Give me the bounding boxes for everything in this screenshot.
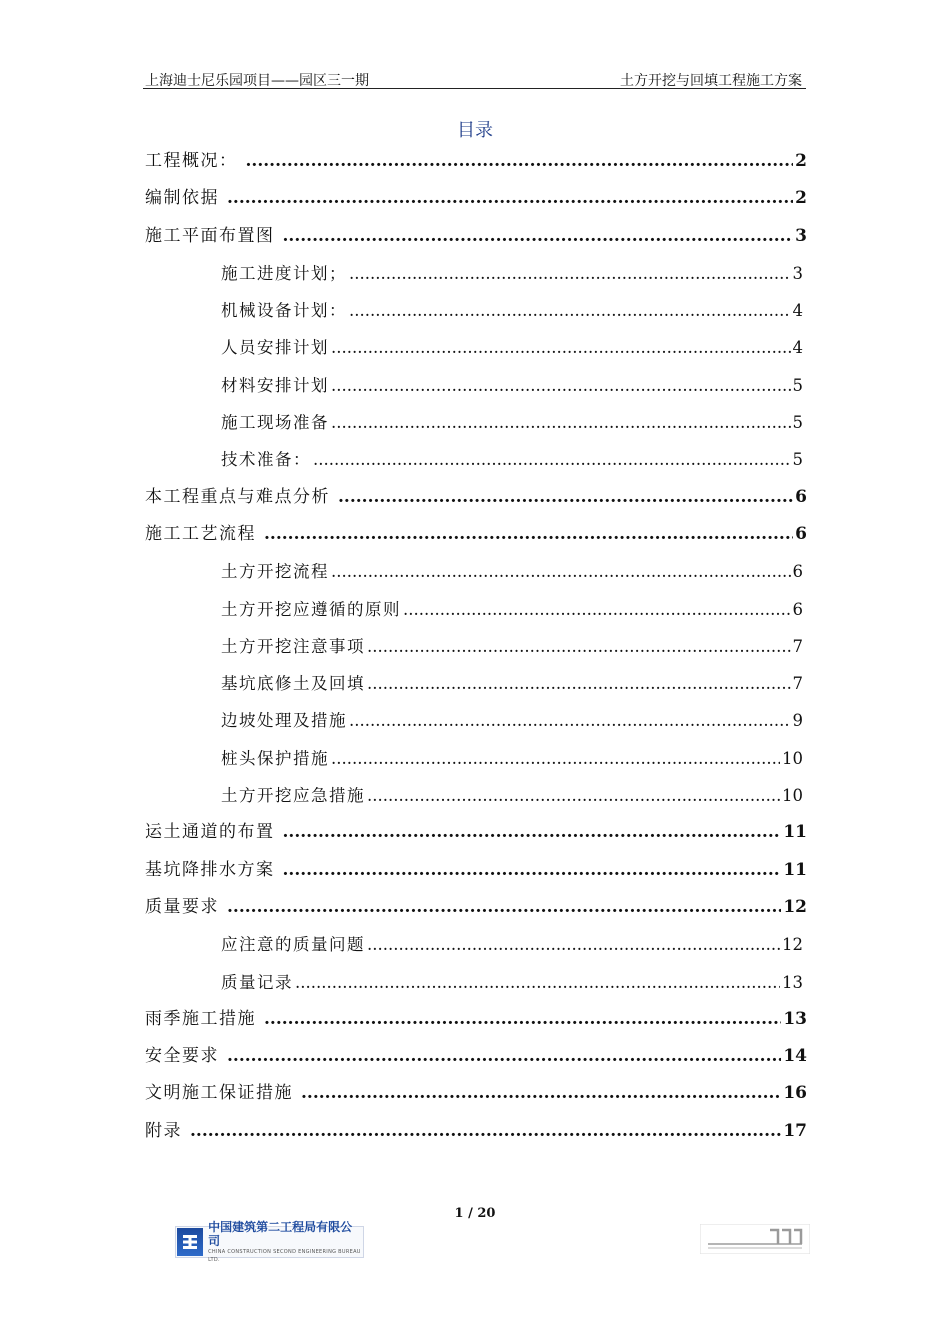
toc-entry[interactable] — [145, 441, 807, 478]
toc-entry[interactable] — [145, 180, 807, 217]
toc-entry-page: 3 — [795, 225, 807, 246]
toc-dot-leader — [367, 628, 791, 665]
toc-dot-leader — [367, 777, 780, 814]
toc-entry-label: 土方开挖应遵循的原则 — [221, 599, 401, 619]
toc-entry-page: 12 — [782, 935, 803, 955]
toc-dot-leader — [367, 926, 780, 963]
toc-dot-leader — [227, 889, 781, 926]
toc-dot-leader — [367, 665, 791, 702]
toc-entry-label: 应注意的质量问题 — [221, 935, 365, 955]
toc-entry[interactable] — [145, 143, 807, 180]
toc-entry-page: 12 — [783, 896, 807, 917]
toc-entry[interactable] — [145, 218, 807, 255]
toc-entry[interactable] — [145, 740, 807, 777]
toc-entry-label: 运土通道的布置 — [145, 822, 275, 843]
toc-entry-label: 桩头保护措施 — [221, 748, 329, 768]
toc-dot-leader — [264, 1001, 781, 1038]
toc-entry-page: 5 — [792, 413, 803, 433]
table-of-contents — [145, 143, 807, 1150]
header-document-title: 土方开挖与回填工程施工方案 — [620, 73, 802, 89]
toc-dot-leader — [301, 1075, 781, 1112]
toc-entry-page: 2 — [795, 151, 807, 171]
toc-entry-label: 人员安排计划 — [221, 338, 329, 358]
company-name-cn: 中国建筑第二工程局有限公司 — [208, 1220, 353, 1248]
toc-entry[interactable] — [145, 777, 807, 814]
toc-entry-page: 7 — [792, 636, 803, 656]
toc-entry-label: 施工工艺流程 — [145, 523, 256, 544]
toc-entry-label: 施工进度计划； — [221, 263, 347, 283]
toc-entry[interactable] — [145, 1075, 807, 1112]
toc-entry-page: 4 — [792, 338, 803, 358]
toc-entry-label: 施工现场准备 — [221, 413, 329, 433]
toc-dot-leader — [338, 479, 793, 516]
toc-entry-label: 安全要求 — [145, 1046, 219, 1067]
toc-dot-leader — [190, 1113, 781, 1150]
company-logo — [175, 1220, 364, 1263]
toc-entry-label: 质量要求 — [145, 896, 219, 917]
toc-entry[interactable] — [145, 479, 807, 516]
toc-dot-leader — [283, 852, 782, 889]
toc-entry-page: 13 — [783, 1008, 807, 1029]
company-name-en: CHINA CONSTRUCTION SECOND ENGINEERING BUREAU LTD. — [208, 1249, 361, 1263]
company-emblem-icon — [177, 1228, 203, 1256]
toc-entry[interactable] — [145, 852, 807, 889]
toc-dot-leader — [349, 702, 791, 739]
toc-entry-page: 13 — [782, 972, 803, 992]
toc-entry[interactable] — [145, 591, 807, 628]
toc-dot-leader — [283, 814, 782, 851]
toc-entry[interactable] — [145, 628, 807, 665]
toc-entry-page: 11 — [783, 859, 807, 880]
toc-entry-label: 边坡处理及措施 — [221, 711, 347, 731]
toc-entry-label: 机械设备计划： — [221, 301, 347, 321]
toc-entry[interactable] — [145, 814, 807, 851]
toc-entry[interactable] — [145, 1113, 807, 1150]
toc-entry-page: 9 — [792, 711, 803, 731]
toc-dot-leader — [227, 180, 793, 217]
toc-entry-page: 5 — [792, 375, 803, 395]
toc-entry-label: 材料安排计划 — [221, 375, 329, 395]
toc-entry[interactable] — [145, 1001, 807, 1038]
toc-dot-leader — [349, 255, 791, 292]
toc-dot-leader — [331, 553, 791, 590]
toc-entry-label: 附录 — [145, 1120, 182, 1141]
toc-dot-leader — [331, 740, 780, 777]
toc-entry-page: 2 — [795, 188, 807, 209]
toc-entry-label: 土方开挖注意事项 — [221, 636, 365, 656]
toc-entry-page: 7 — [792, 674, 803, 694]
toc-entry-label: 本工程重点与难点分析 — [145, 486, 330, 507]
toc-entry-label: 技术准备： — [221, 450, 311, 470]
toc-dot-leader — [313, 441, 791, 478]
toc-entry[interactable] — [145, 665, 807, 702]
toc-entry[interactable] — [145, 516, 807, 553]
toc-dot-leader — [331, 404, 791, 441]
toc-entry-label: 文明施工保证措施 — [145, 1083, 293, 1104]
toc-dot-leader — [295, 964, 780, 1001]
toc-dot-leader — [227, 1038, 781, 1075]
toc-dot-leader — [283, 218, 794, 255]
toc-entry-label: 土方开挖应急措施 — [221, 786, 365, 806]
toc-entry[interactable] — [145, 329, 807, 366]
toc-entry-page: 4 — [792, 301, 803, 321]
toc-dot-leader — [331, 329, 791, 366]
toc-title: 目录 — [457, 120, 493, 141]
toc-entry-page: 11 — [783, 822, 807, 843]
toc-entry-page: 5 — [792, 450, 803, 470]
toc-entry-page: 10 — [782, 748, 803, 768]
toc-entry-page: 6 — [792, 599, 803, 619]
toc-entry-page: 10 — [782, 786, 803, 806]
toc-entry-page: 16 — [783, 1083, 807, 1104]
toc-entry-page: 3 — [792, 263, 803, 283]
toc-dot-leader — [264, 516, 793, 553]
toc-entry-label: 基坑底修土及回填 — [221, 674, 365, 694]
page-number: 1 / 20 — [454, 1206, 496, 1221]
toc-entry-page: 17 — [783, 1120, 807, 1141]
footer-decorative-mark-icon — [700, 1224, 810, 1254]
header-project-name: 上海迪士尼乐园项目——园区三一期 — [145, 73, 369, 89]
toc-entry[interactable] — [145, 404, 807, 441]
header-divider — [143, 88, 806, 89]
toc-entry[interactable] — [145, 255, 807, 292]
toc-entry[interactable] — [145, 702, 807, 739]
toc-entry[interactable] — [145, 292, 807, 329]
toc-entry-label: 雨季施工措施 — [145, 1008, 256, 1029]
toc-entry-page: 6 — [795, 523, 807, 544]
toc-dot-leader — [403, 591, 791, 628]
toc-entry[interactable] — [145, 553, 807, 590]
toc-entry[interactable] — [145, 889, 807, 926]
toc-entry[interactable] — [145, 1038, 807, 1075]
toc-dot-leader — [331, 367, 791, 404]
toc-entry-page: 6 — [795, 486, 807, 507]
toc-entry-label: 土方开挖流程 — [221, 562, 329, 582]
toc-entry-label: 编制依据 — [145, 188, 219, 209]
toc-entry-page: 6 — [792, 562, 803, 582]
toc-entry-label: 质量记录 — [221, 972, 293, 992]
toc-entry-label: 施工平面布置图 — [145, 225, 275, 246]
toc-entry[interactable] — [145, 367, 807, 404]
toc-entry-label: 工程概况： — [145, 151, 238, 171]
toc-entry[interactable] — [145, 926, 807, 963]
toc-dot-leader — [246, 143, 794, 180]
toc-dot-leader — [349, 292, 791, 329]
toc-entry[interactable] — [145, 964, 807, 1001]
toc-entry-page: 14 — [783, 1046, 807, 1067]
toc-entry-label: 基坑降排水方案 — [145, 859, 275, 880]
